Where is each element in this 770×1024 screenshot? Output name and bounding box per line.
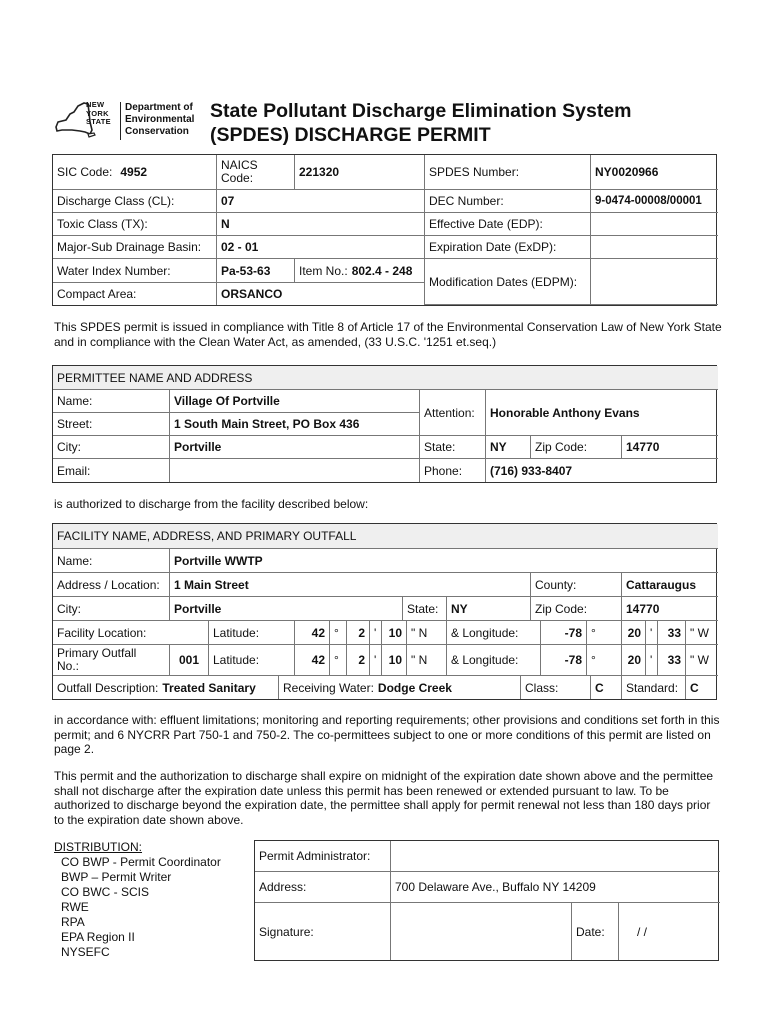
permittee-phone-value: (716) 933-8407 — [490, 463, 573, 478]
outfall-number-label — [53, 645, 170, 676]
location-lon-sec-symbol: " W — [686, 621, 718, 645]
nysdec-logo — [52, 100, 202, 142]
permittee-table — [52, 365, 717, 483]
naics-label-line1: NAICS — [221, 158, 258, 172]
drainage-basin-label: Major-Sub Drainage Basin: — [53, 236, 217, 259]
date-label: Date: — [572, 903, 619, 960]
permittee-section-title: PERMITTEE NAME AND ADDRESS — [53, 366, 718, 390]
permit-title — [210, 99, 632, 147]
facility-address-value: 1 Main Street — [170, 573, 531, 597]
permit-administrator-value — [391, 841, 720, 872]
permittee-phone-label: Phone: — [420, 459, 486, 482]
logo-dept-line2: Environmental — [125, 114, 195, 125]
dec-number-label: DEC Number: — [425, 190, 591, 213]
permit-administrator-label: Permit Administrator: — [255, 841, 391, 872]
sic-code-value: 4952 — [120, 165, 148, 179]
sic-code-label — [53, 155, 217, 190]
naics-label — [217, 155, 295, 190]
facility-table — [52, 523, 717, 700]
compliance-statement: This SPDES permit is issued in compliance with Title 8 of Article 17 of the Environmental Conservation Law of New York State and in compliance with the Clean Water Act, as amended, (33 U.S.C. '1251 et.seq.) — [54, 320, 722, 349]
outfall-lon-sec-symbol: " W — [686, 645, 718, 676]
class-label: Class: — [521, 676, 591, 699]
standard-label: Standard: — [622, 676, 686, 699]
logo-state-line1: NEW — [86, 100, 105, 109]
expiration-date-value — [591, 236, 718, 259]
permittee-zip-value: 14770 — [622, 436, 718, 459]
drainage-basin-value: 02 - 01 — [217, 236, 425, 259]
location-lat-min: 2 — [347, 621, 370, 645]
location-lat-sec-symbol: " N — [407, 621, 447, 645]
facility-city-value: Portville — [170, 597, 403, 621]
distribution-item: RPA — [61, 915, 85, 929]
distribution-title: DISTRIBUTION: — [54, 840, 143, 854]
accordance-statement: in accordance with: effluent limitations; monitoring and reporting requirements; other provisions and conditions set forth in this permit; and 6 NYCRR Part 750-1 and 750-2. The co-permittees subject to one or more conditions of this permit are listed on page 2. — [54, 713, 720, 756]
expiration-date-label: Expiration Date (ExDP): — [425, 236, 591, 259]
spdes-number-label: SPDES Number: — [425, 155, 591, 190]
effective-date-label: Effective Date (EDP): — [425, 213, 591, 236]
logo-dept-line3: Conservation — [125, 126, 189, 137]
facility-zip-value: 14770 — [622, 597, 718, 621]
outfall-lon-deg-symbol: ° — [587, 645, 622, 676]
sic-code-label-text: SIC Code: — [57, 165, 113, 179]
outfall-number-label-line2: No.: — [57, 659, 80, 673]
permittee-zip-label: Zip Code: — [531, 436, 622, 459]
modification-dates-value — [591, 259, 718, 305]
toxic-class-value: N — [217, 213, 425, 236]
admin-address-label: Address: — [255, 872, 391, 903]
facility-address-label: Address / Location: — [53, 573, 170, 597]
naics-value: 221320 — [295, 155, 425, 190]
logo-state-line3: STATE — [86, 117, 111, 126]
authorized-statement: is authorized to discharge from the facility described below: — [54, 497, 369, 511]
facility-city-label: City: — [53, 597, 170, 621]
facility-name-label: Name: — [53, 549, 170, 573]
distribution-item: EPA Region II — [61, 930, 135, 944]
facility-name-value: Portville WWTP — [170, 549, 718, 573]
permittee-street-value: 1 South Main Street, PO Box 436 — [170, 413, 420, 436]
facility-location-label: Facility Location: — [53, 621, 209, 645]
location-lat-min-symbol: ' — [370, 621, 382, 645]
permittee-name-label: Name: — [53, 390, 170, 413]
outfall-lon-min-symbol: ' — [646, 645, 658, 676]
permittee-name-value: Village Of Portville — [170, 390, 420, 413]
receiving-water-value: Dodge Creek — [377, 680, 452, 695]
item-no — [295, 259, 425, 283]
date-field[interactable]: / / — [637, 924, 648, 939]
location-lon-min-symbol: ' — [646, 621, 658, 645]
receiving-water — [279, 676, 521, 699]
permit-title-line2: (SPDES) DISCHARGE PERMIT — [210, 124, 491, 146]
outfall-lat-deg-symbol: ° — [330, 645, 347, 676]
location-lon-deg-symbol: ° — [587, 621, 622, 645]
outfall-lon-deg: -78 — [541, 645, 587, 676]
outfall-number-label-line1: Primary Outfall — [57, 646, 137, 660]
outfall-description-label: Outfall Description: — [57, 680, 159, 695]
spdes-number-value: NY0020966 — [591, 155, 718, 190]
discharge-class-label: Discharge Class (CL): — [53, 190, 217, 213]
outfall-latitude-label: Latitude: — [209, 645, 295, 676]
outfall-lat-sec-symbol: " N — [407, 645, 447, 676]
expiration-statement: This permit and the authorization to discharge shall expire on midnight of the expiration date shown above and the permittee shall not discharge after the expiration date unless this permit has been renewed or extended pursuant to law. To be authorized to discharge beyond the expiration date, the permittee shall apply for permit renewal not less than 180 days prior to the expiration date shown above. — [54, 769, 714, 827]
location-lat-deg-symbol: ° — [330, 621, 347, 645]
logo-state-line2: YORK — [86, 108, 109, 118]
compact-area-label: Compact Area: — [53, 283, 217, 305]
location-lon-min: 20 — [622, 621, 646, 645]
distribution-item: BWP – Permit Writer — [61, 870, 172, 884]
location-lat-sec: 10 — [382, 621, 407, 645]
permittee-city-label: City: — [53, 436, 170, 459]
permittee-email-value — [170, 459, 420, 482]
outfall-lon-sec: 33 — [658, 645, 686, 676]
outfall-description-value: Treated Sanitary — [162, 680, 256, 695]
discharge-class-value: 07 — [217, 190, 425, 213]
toxic-class-label: Toxic Class (TX): — [53, 213, 217, 236]
distribution-item: RWE — [61, 900, 89, 914]
class-value: C — [591, 676, 622, 699]
standard-value: C — [690, 680, 699, 695]
distribution-item: CO BWP - Permit Coordinator — [61, 855, 221, 869]
signature-label: Signature: — [255, 903, 391, 960]
attention-value: Honorable Anthony Evans — [486, 390, 718, 436]
outfall-description — [53, 676, 279, 699]
outfall-lon-min: 20 — [622, 645, 646, 676]
distribution-list — [54, 840, 254, 960]
facility-county-label: County: — [531, 573, 622, 597]
admin-address-value: 700 Delaware Ave., Buffalo NY 14209 — [391, 872, 720, 903]
water-index-label: Water Index Number: — [53, 259, 217, 283]
administrator-table — [254, 840, 719, 961]
facility-state-label: State: — [403, 597, 447, 621]
facility-county-value: Cattaraugus — [622, 573, 718, 597]
outfall-longitude-label: & Longitude: — [447, 645, 541, 676]
permit-title-line1: State Pollutant Discharge Elimination System — [210, 100, 632, 122]
effective-date-value — [591, 213, 718, 236]
permittee-state-value: NY — [486, 436, 531, 459]
signature-field[interactable] — [391, 903, 572, 960]
distribution-item: NYSEFC — [61, 945, 110, 959]
item-no-value: 802.4 - 248 — [351, 263, 413, 278]
permittee-street-label: Street: — [53, 413, 170, 436]
dec-number-value: 9-0474-00008/00001 — [591, 190, 718, 213]
attention-label: Attention: — [420, 390, 486, 436]
facility-zip-label: Zip Code: — [531, 597, 622, 621]
distribution-item: CO BWC - SCIS — [61, 885, 150, 899]
summary-table — [52, 154, 717, 306]
location-latitude-label: Latitude: — [209, 621, 295, 645]
permittee-state-label: State: — [420, 436, 486, 459]
logo-divider — [120, 102, 121, 140]
modification-dates-label: Modification Dates (EDPM): — [425, 259, 591, 305]
facility-section-title: FACILITY NAME, ADDRESS, AND PRIMARY OUTFALL — [53, 524, 718, 549]
permittee-city-value: Portville — [170, 436, 420, 459]
location-longitude-label: & Longitude: — [447, 621, 541, 645]
location-lon-deg: -78 — [541, 621, 587, 645]
facility-state-value: NY — [447, 597, 531, 621]
water-index-value: Pa-53-63 — [217, 259, 295, 283]
outfall-number-value: 001 — [170, 645, 209, 676]
item-no-label: Item No.: — [299, 263, 348, 278]
compact-area-value: ORSANCO — [217, 283, 425, 305]
permittee-email-label: Email: — [53, 459, 170, 482]
outfall-lat-deg: 42 — [295, 645, 330, 676]
location-lon-sec: 33 — [658, 621, 686, 645]
location-lat-deg: 42 — [295, 621, 330, 645]
outfall-lat-sec: 10 — [382, 645, 407, 676]
receiving-water-label: Receiving Water: — [283, 680, 374, 695]
naics-label-line2: Code: — [221, 171, 254, 185]
outfall-lat-min-symbol: ' — [370, 645, 382, 676]
logo-dept-line1: Department of — [125, 102, 193, 113]
outfall-lat-min: 2 — [347, 645, 370, 676]
